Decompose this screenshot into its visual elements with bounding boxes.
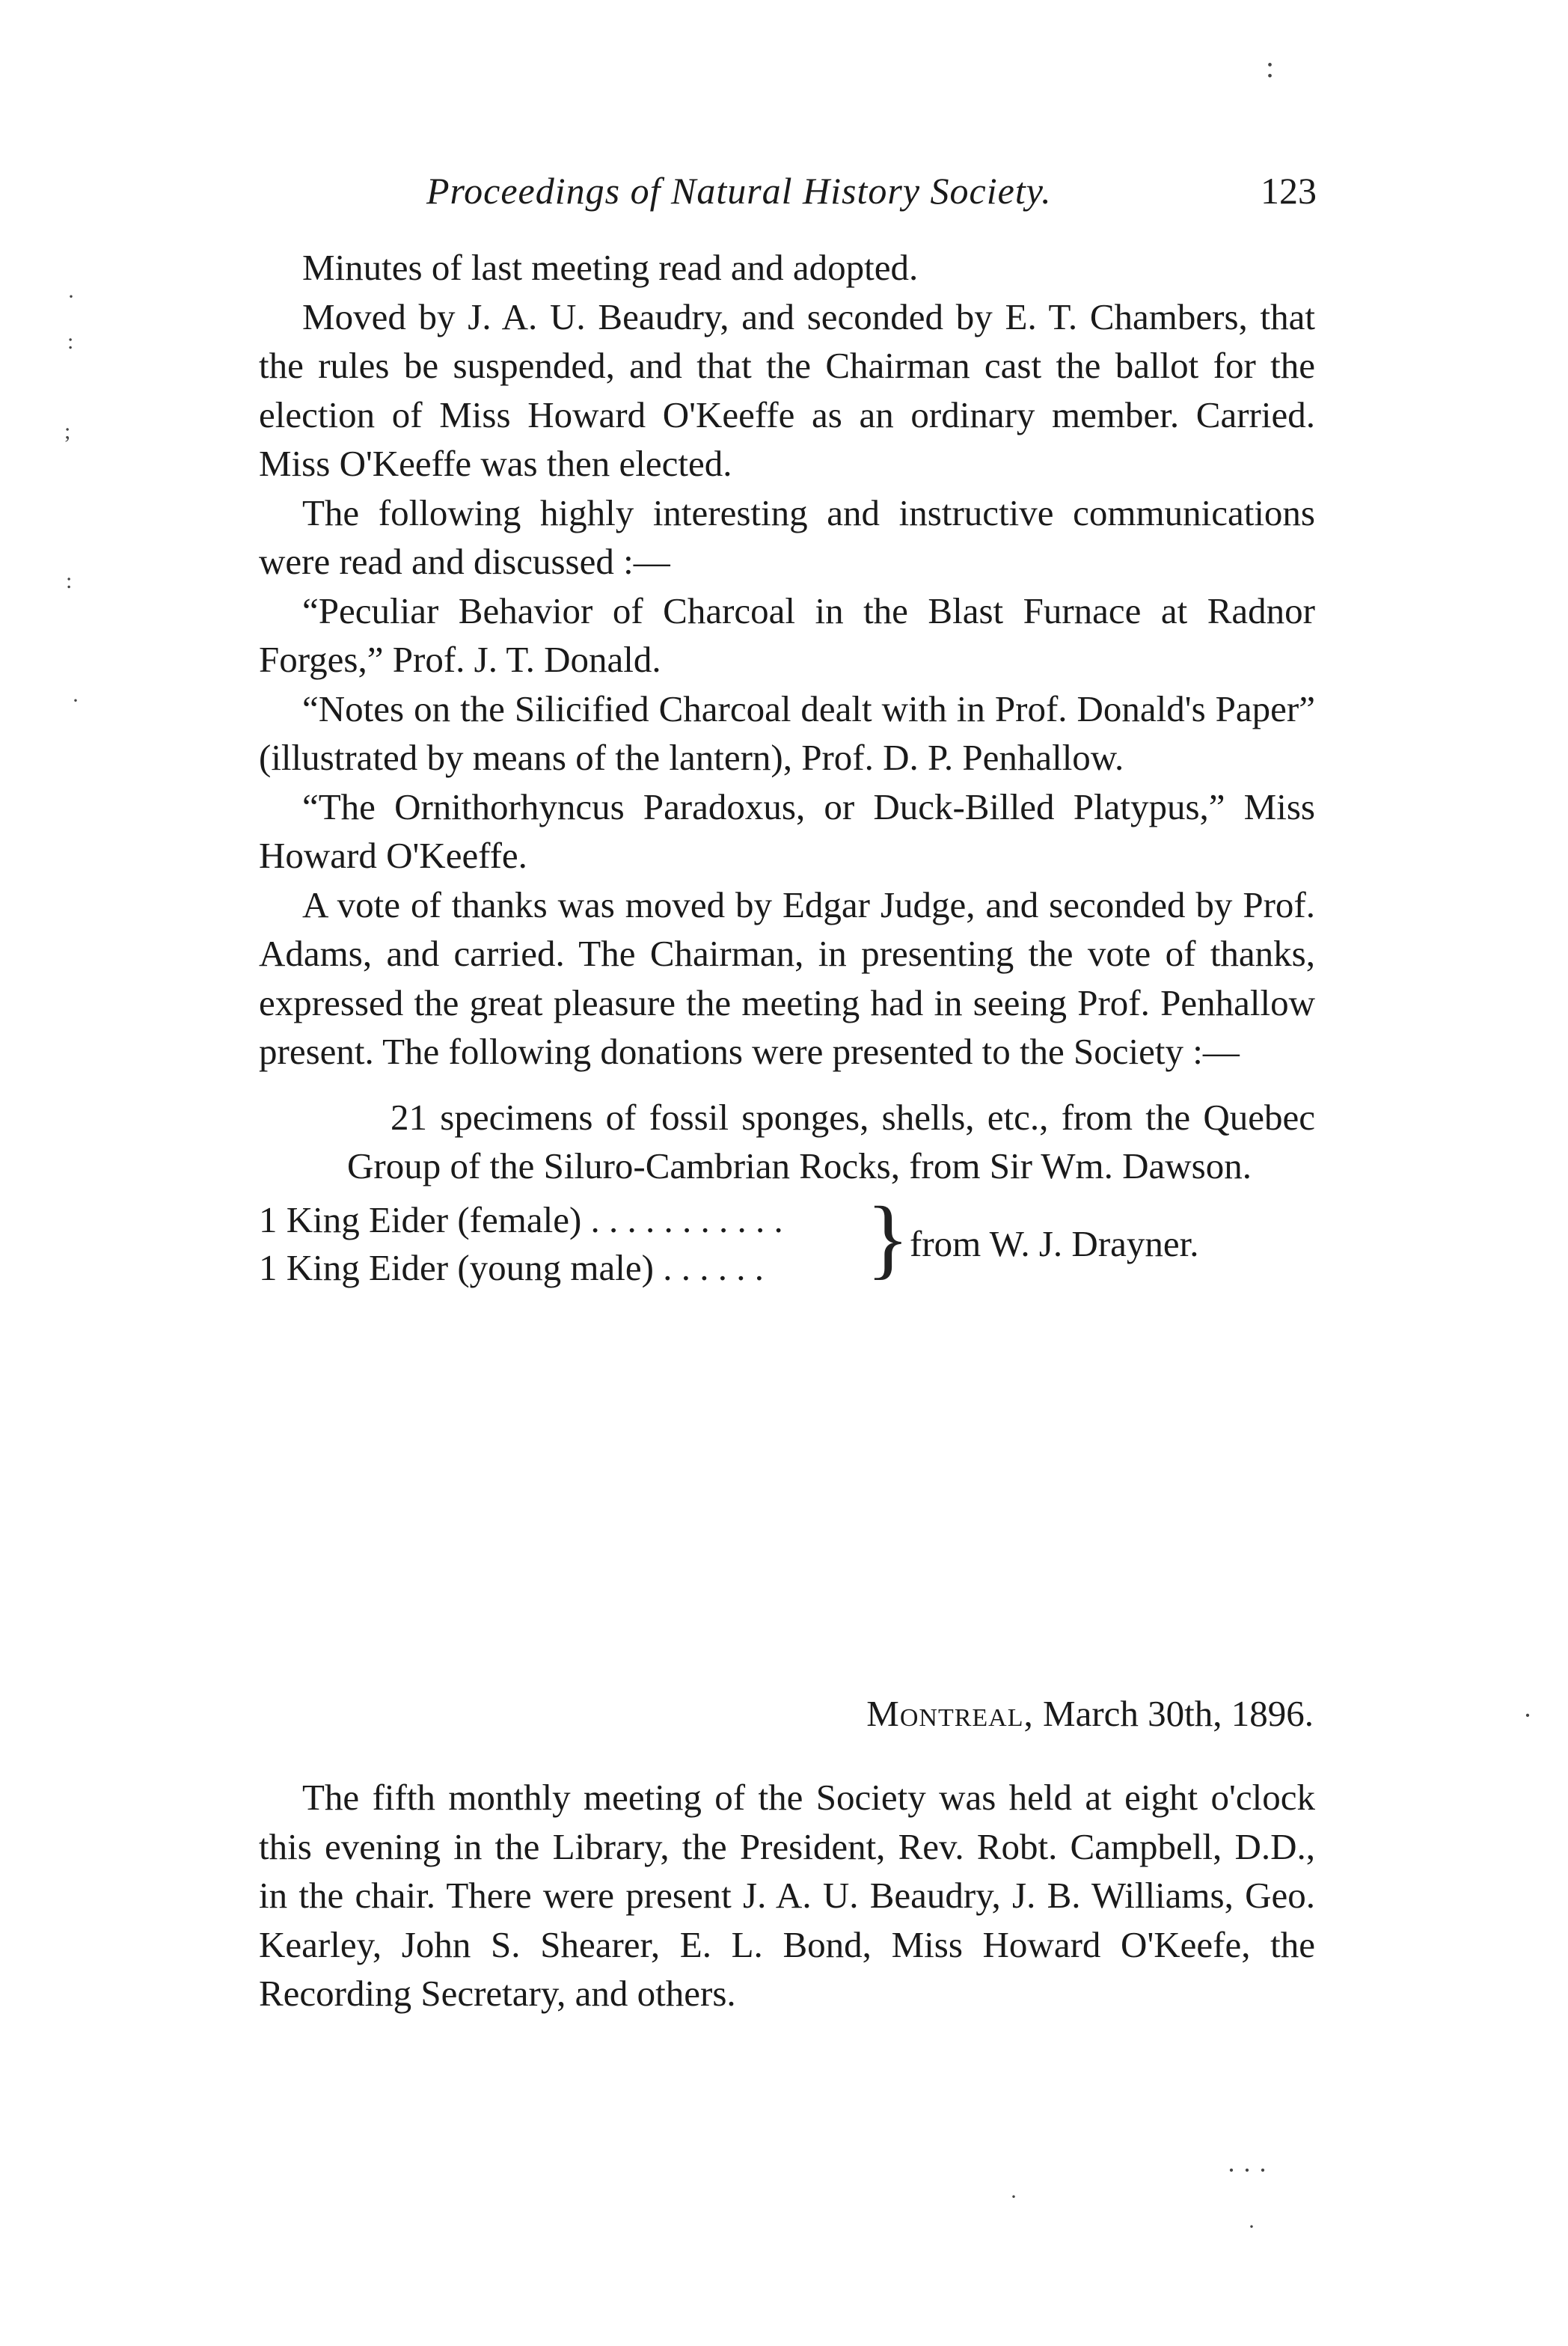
scan-speck: · · · bbox=[1227, 2155, 1267, 2185]
braced-donations bbox=[259, 1187, 1315, 1300]
meeting-body bbox=[259, 1773, 1315, 2018]
scan-speck: ; bbox=[64, 419, 71, 444]
donor-attribution: from W. J. Drayner. bbox=[910, 1222, 1199, 1264]
right-brace-glyph: } bbox=[866, 1187, 910, 1287]
scan-speck: · bbox=[1523, 1700, 1532, 1730]
page-header bbox=[254, 169, 1317, 221]
dateline bbox=[866, 1692, 1314, 1735]
scan-speck: · bbox=[1248, 2214, 1255, 2239]
scan-speck: : bbox=[1266, 50, 1275, 84]
scan-speck: : bbox=[66, 569, 73, 593]
paragraph: A vote of thanks was moved by Edgar Judge, and seconded by Prof. Adams, and carried. The Chairman, in presenting the vote of thanks, expressed the great pleasure the meeting had in seeing Prof. Penhallow present. The following donations were presented to the Society :— bbox=[259, 883, 1315, 1072]
running-title: Proceedings of Natural History Society. bbox=[426, 170, 1052, 212]
scan-speck: · bbox=[72, 688, 79, 713]
scan-speck: : bbox=[67, 329, 74, 354]
paragraph: “Peculiar Behavior of Charcoal in the Blast Furnace at Radnor Forges,” Prof. J. T. Donald. bbox=[259, 589, 1315, 680]
paragraph: “The Ornithorhyncus Paradoxus, or Duck-Billed Platypus,” Miss Howard O'Keeffe. bbox=[259, 785, 1315, 876]
minutes-body bbox=[259, 243, 1315, 1300]
dateline-place: Montreal, bbox=[866, 1693, 1034, 1734]
paragraph: The following highly interesting and instructive communications were read and discussed :— bbox=[259, 491, 1315, 582]
donation-item: 21 specimens of fossil sponges, shells, etc., from the Quebec Group of the Siluro-Cambrian Rocks, from Sir Wm. Dawson. bbox=[347, 1096, 1315, 1186]
paragraph: “Notes on the Silicified Charcoal dealt with in Prof. Donald's Paper” (illustrated by means of the lantern), Prof. D. P. Penhallow. bbox=[259, 687, 1315, 778]
scan-speck: · bbox=[67, 284, 75, 309]
paragraph: Moved by J. A. U. Beaudry, and seconded by E. T. Chambers, that the rules be suspended, and that the Chairman cast the ballot for the election of Miss Howard O'Keeffe as an ordinary member. Carried. Miss O'Keeffe was then elected. bbox=[259, 295, 1315, 484]
donation-line: 1 King Eider (young male) . . . . . . bbox=[259, 1246, 764, 1288]
page-number: 123 bbox=[1261, 170, 1317, 212]
donations-list bbox=[259, 1093, 1315, 1300]
donation-line: 1 King Eider (female) . . . . . . . . . . . bbox=[259, 1198, 783, 1240]
paragraph: Minutes of last meeting read and adopted. bbox=[302, 247, 919, 288]
scan-speck: · bbox=[1010, 2184, 1017, 2209]
paragraph: The fifth monthly meeting of the Society was held at eight o'clock this evening in the Library, the President, Rev. Robt. Campbell, D.D., in the chair. There were present J. A. U. Beaudry, J. B. Williams, Geo. Kearley, John S. Shearer, E. L. Bond, Miss Howard O'Keefe, the Recording Secretary, and others. bbox=[259, 1777, 1315, 2014]
dateline-date: March 30th, 1896. bbox=[1043, 1693, 1314, 1734]
